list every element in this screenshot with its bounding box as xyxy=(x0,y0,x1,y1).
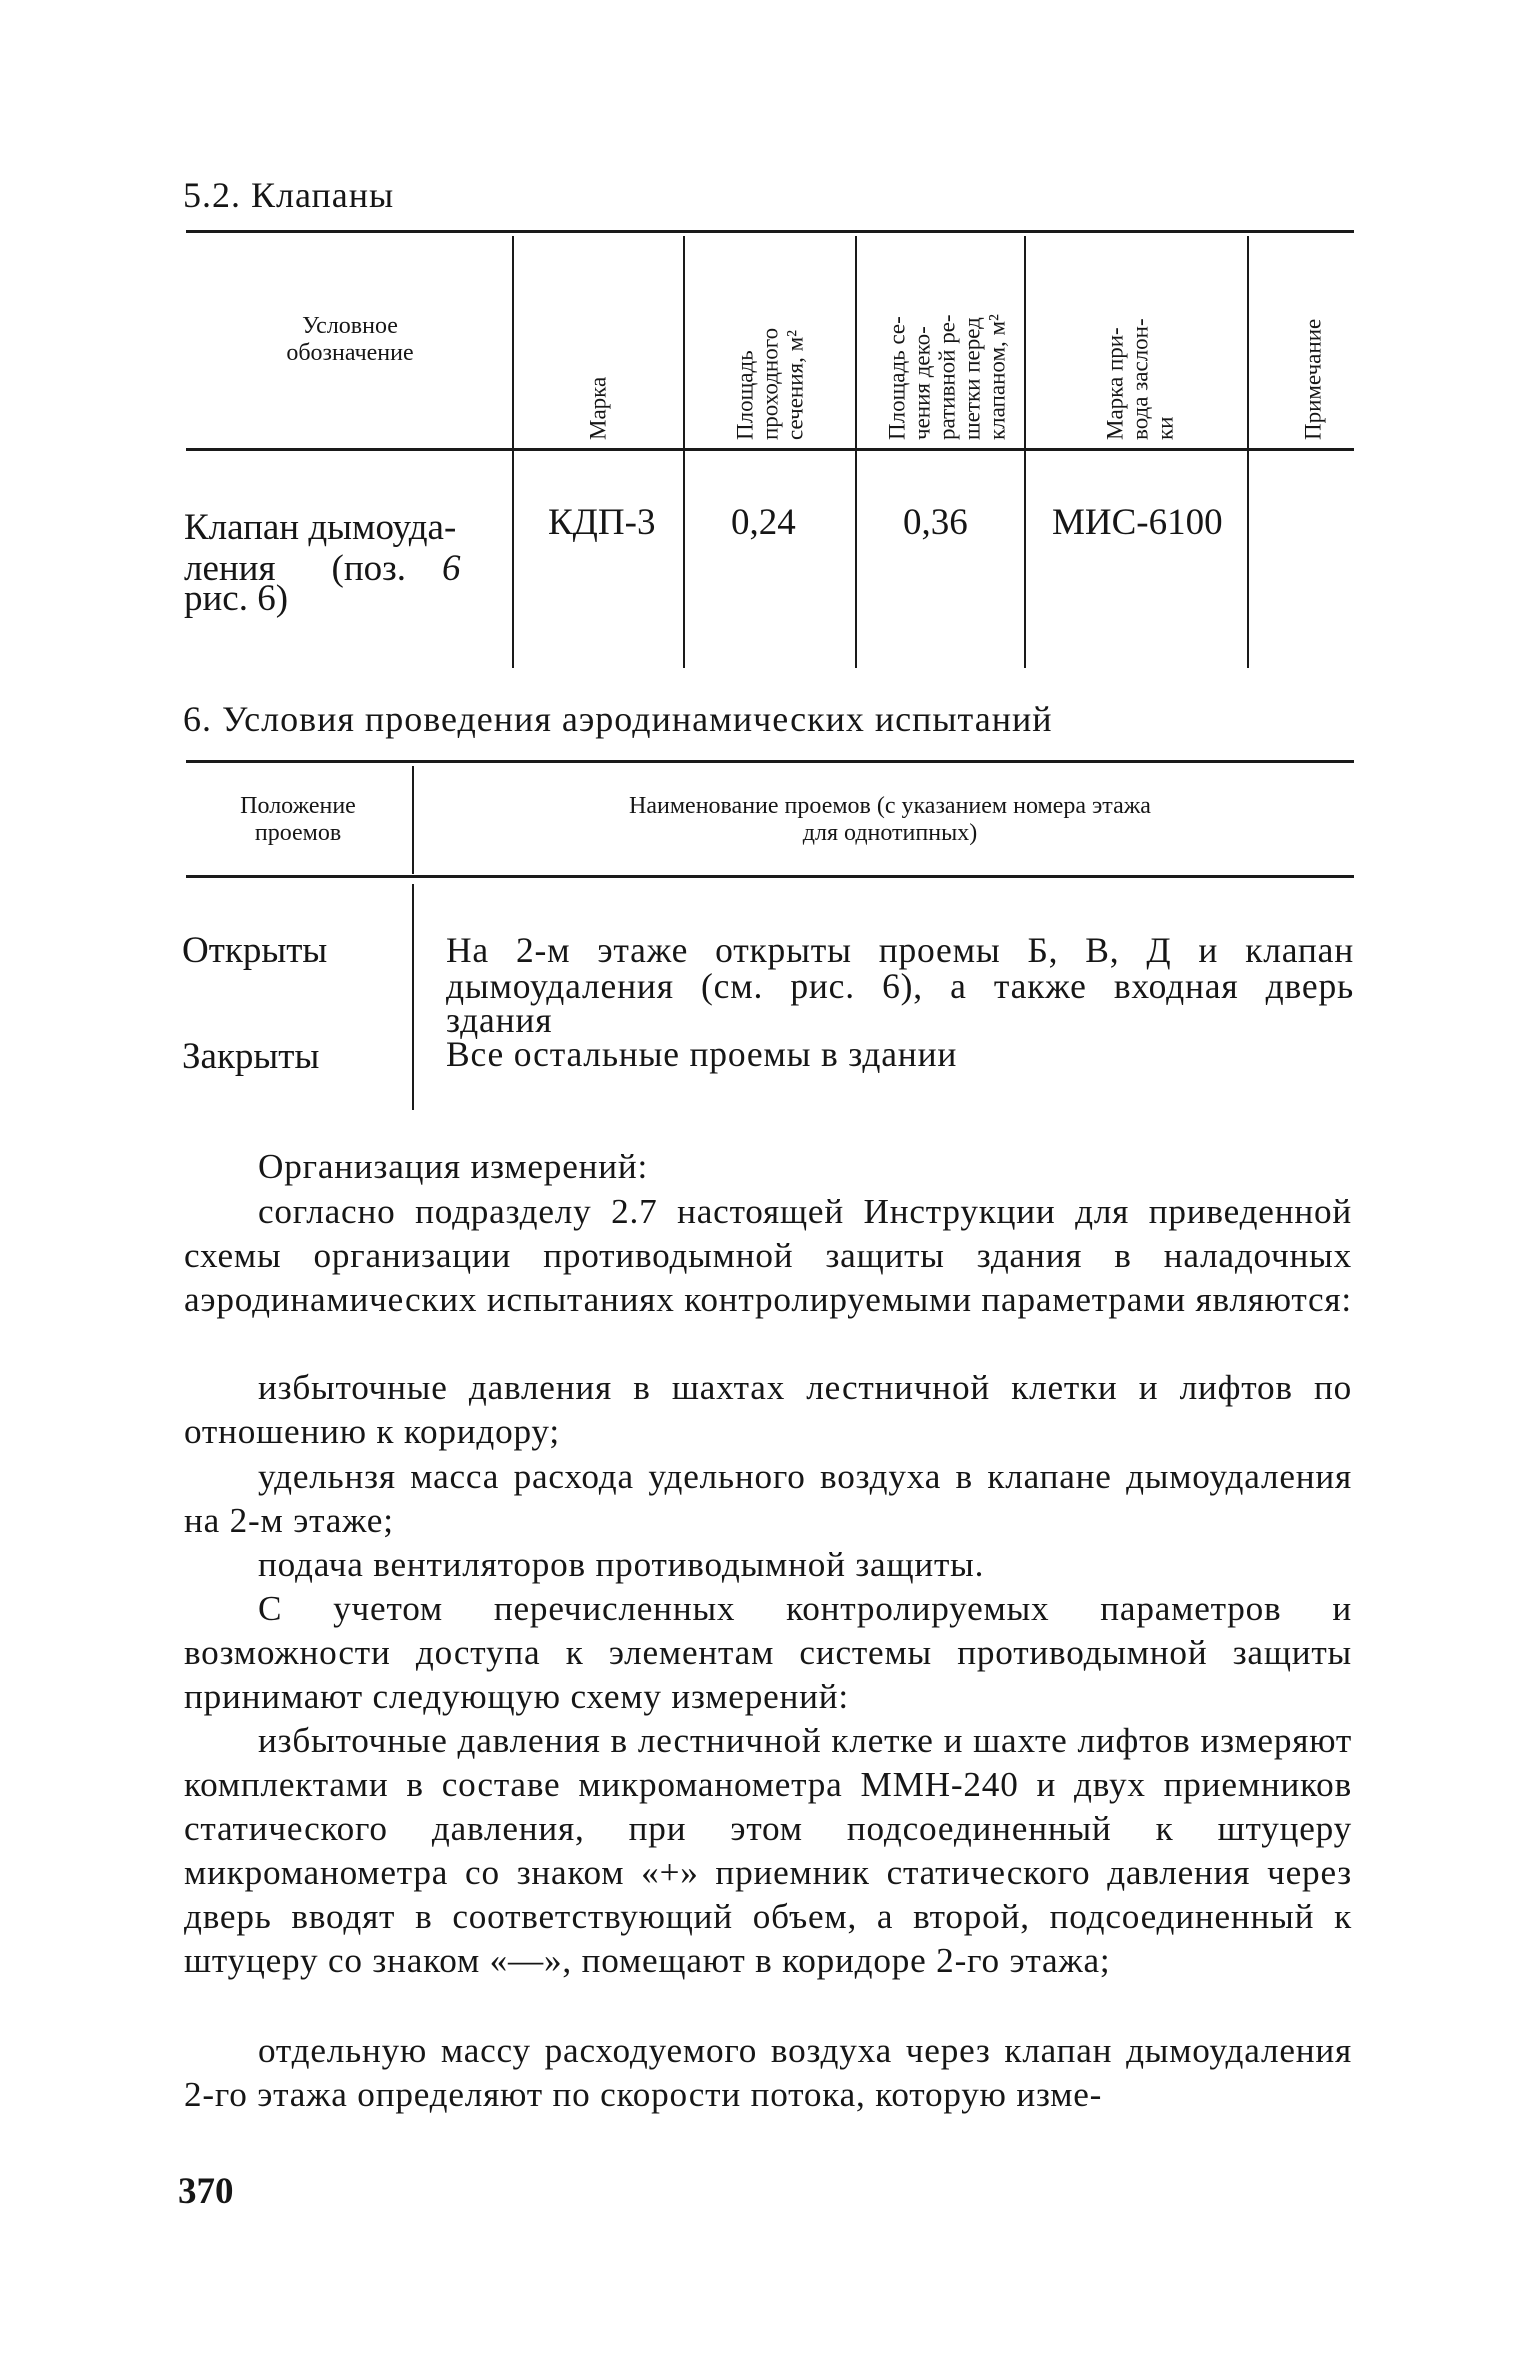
section-heading-valves: 5.2. Клапаны xyxy=(183,175,395,215)
column-divider xyxy=(1247,236,1249,668)
paragraph-fan-supply: подача вентиляторов противодымной защиты. xyxy=(258,1545,985,1584)
paragraph-measurement-scheme: С учетом перечисленных контролируемых параметров и возможности доступа к элементам системы противодымной защиты принимают следующую схему измерений: xyxy=(184,1589,1352,1716)
column-divider xyxy=(855,236,857,668)
cell-flow-area: 0,24 xyxy=(731,502,796,543)
cell-designation-line2: ления (поз. 6 xyxy=(184,548,461,589)
paragraph-mass-flow: удельнзя масса расхода удельного воздуха в клапане дымоудаления на 2-м этаже; xyxy=(184,1457,1352,1540)
header-designation: Условное обозначение xyxy=(286,313,414,366)
paragraph-pressure-measurement: избыточные давления в лестничной клетке и шахте лифтов измеряют комплектами в составе микроманометра ММН-240 и двух приемников статического давления, при этом подсоединенный к штуцеру микроманометра со знаком «+» приемник статического давления через дверь вводят в соответствующий объем, а второй, подсоединенный к штуцеру со знаком «—», помещают в коридоре 2-го этажа; xyxy=(184,1721,1352,1980)
table-header-rule xyxy=(186,875,1354,878)
table-top-rule xyxy=(186,230,1354,233)
cell-designation-line1: Клапан дымоуда- xyxy=(184,507,457,548)
cell-drive-mark: МИС-6100 xyxy=(1052,502,1223,543)
column-divider xyxy=(412,884,414,1110)
paragraph-measurements-heading: Организация измерений: xyxy=(258,1147,649,1186)
paragraph-controlled-parameters: согласно подразделу 2.7 настоящей Инструкции для приведенной схемы организации противодымной защиты здания в наладочных аэродинамических испытаниях контролируемыми параметрами являются: xyxy=(184,1192,1352,1319)
header-opening-name: Наименование проемов (с указанием номера этажа для однотипных) xyxy=(629,793,1151,846)
header-position: Положение проемов xyxy=(240,793,356,846)
header-note: Примечание xyxy=(1300,318,1326,440)
cell-closed-line1: Все остальные проемы в здании xyxy=(446,1034,958,1074)
cell-mark: КДП-3 xyxy=(548,502,656,543)
cell-position-closed: Закрыты xyxy=(182,1036,320,1077)
paragraph-flow-measurement: отдельную массу расходуемого воздуха через клапан дымоудаления 2-го этажа определяют по скорости потока, которую изме- xyxy=(184,2031,1352,2114)
header-flow-area: Площадь проходного сечения, м² xyxy=(732,327,808,440)
column-divider xyxy=(512,236,514,668)
column-divider xyxy=(1024,236,1026,668)
table-top-rule xyxy=(186,760,1354,763)
table-header-rule xyxy=(186,448,1354,451)
cell-designation-line3: рис. 6) xyxy=(184,578,289,619)
cell-open-line1: На 2-м этаже открыты проемы Б, В, Д и клапан xyxy=(446,930,1354,970)
header-drive-mark: Марка при- вода заслон- ки xyxy=(1102,318,1178,440)
column-divider xyxy=(683,236,685,668)
cell-position-open: Открыты xyxy=(182,930,328,971)
paragraph-overpressure: избыточные давления в шахтах лестничной клетки и лифтов по отношению к коридору; xyxy=(184,1368,1352,1451)
cell-grille-area: 0,36 xyxy=(903,502,968,543)
section-heading-conditions: 6. Условия проведения аэродинамических испытаний xyxy=(183,699,1053,739)
header-grille-area: Площадь се- чения деко- ративной ре- шетки перед клапаном, м² xyxy=(884,314,1010,440)
column-divider xyxy=(412,766,414,874)
page-number: 370 xyxy=(178,2171,234,2212)
header-mark: Марка xyxy=(585,376,611,440)
cell-open-line3: здания xyxy=(446,1000,553,1040)
cell-open-line2: дымоудаления (см. рис. 6), а также входная дверь xyxy=(446,966,1354,1006)
